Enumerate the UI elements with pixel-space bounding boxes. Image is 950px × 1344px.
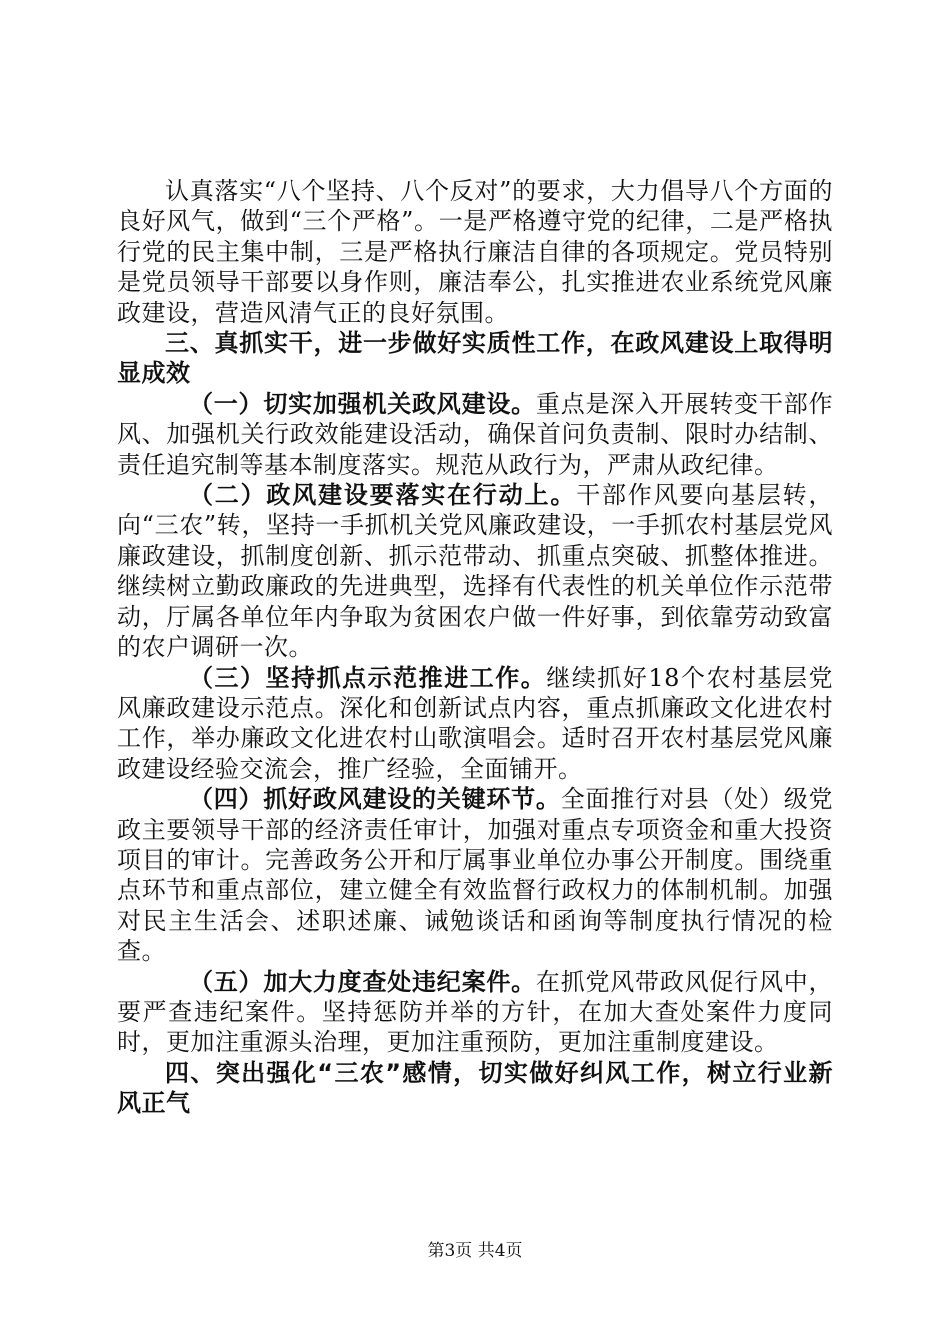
sub-paragraph-5-text: 在抓党风带政风促行风中，要严查违纪案件。坚持惩防并举的方针，在加大查处案件力度同时，更加注重源头治理，更加注重预防，更加注重制度建设。 <box>117 967 834 1057</box>
body-paragraph-1 <box>117 176 833 328</box>
sub-paragraph-4-lead: （四）抓好政风建设的关键环节。 <box>189 785 561 814</box>
sub-paragraph-2-text: 干部作风要向基层转，向“三农”转，坚持一手抓机关党风廉政建设，一手抓农村基层党风廉政建设，抓制度创新、抓示范带动、抓重点突破、抓整体推进。继续树立勤政廉政的先进典型，选择有代表性的机关单位作示范带动，厅属各单位年内争取为贫困农户做一件好事，到依靠劳动致富的农户调研一次。 <box>117 481 833 662</box>
section-heading-4 <box>117 1058 833 1119</box>
sub-paragraph-1-text: 重点是深入开展转变干部作风、加强机关行政效能建设活动，确保首问负责制、限时办结制、责任追究制等基本制度落实。规范从政行为，严肃从政纪律。 <box>117 389 834 479</box>
document-page <box>117 176 833 1119</box>
sub-paragraph-3-text: 继续抓好18个农村基层党风廉政建设示范点。深化和创新试点内容，重点抓廉政文化进农村工作，举办廉政文化进农村山歌演唱会。适时召开农村基层党风廉政建设经验交流会，推广经验，全面铺开。 <box>117 663 833 783</box>
sub-paragraph-3-lead: （三）坚持抓点示范推进工作。 <box>189 663 547 692</box>
sub-paragraph-2-lead: （二）政风建设要落实在行动上。 <box>189 481 577 510</box>
sub-paragraph-5 <box>117 967 833 1058</box>
section-heading-4-text: 四、突出强化“三农”感情，切实做好纠风工作，树立行业新风正气 <box>117 1058 833 1118</box>
sub-paragraph-4-text: 全面推行对县（处）级党政主要领导干部的经济责任审计，加强对重点专项资金和重大投资项目的审计。完善政务公开和厅属事业单位办事公开制度。围绕重点环节和重点部位，建立健全有效监督行政权力的体制机制。加强对民主生活会、述职述廉、诫勉谈话和函询等制度执行情况的检查。 <box>117 785 834 966</box>
sub-paragraph-1 <box>117 389 833 480</box>
body-paragraph-1-text: 认真落实“八个坚持、八个反对”的要求，大力倡导八个方面的良好风气，做到“三个严格”。一是严格遵守党的纪律，二是严格执行党的民主集中制，三是严格执行廉洁自律的各项规定。党员特别是党员领导干部要以身作则，廉洁奉公，扎实推进农业系统党风廉政建设，营造风清气正的良好氛围。 <box>117 177 833 327</box>
sub-paragraph-3 <box>117 663 833 785</box>
sub-paragraph-4 <box>117 784 833 966</box>
sub-paragraph-1-lead: （一）切实加强机关政风建设。 <box>189 389 536 418</box>
section-heading-3-text: 三、真抓实干，进一步做好实质性工作，在政风建设上取得明显成效 <box>117 329 833 388</box>
page-footer: 第3页 共4页 <box>427 1241 523 1261</box>
sub-paragraph-5-lead: （五）加大力度查处违纪案件。 <box>189 967 536 996</box>
sub-paragraph-2 <box>117 480 833 662</box>
section-heading-3 <box>117 328 833 389</box>
